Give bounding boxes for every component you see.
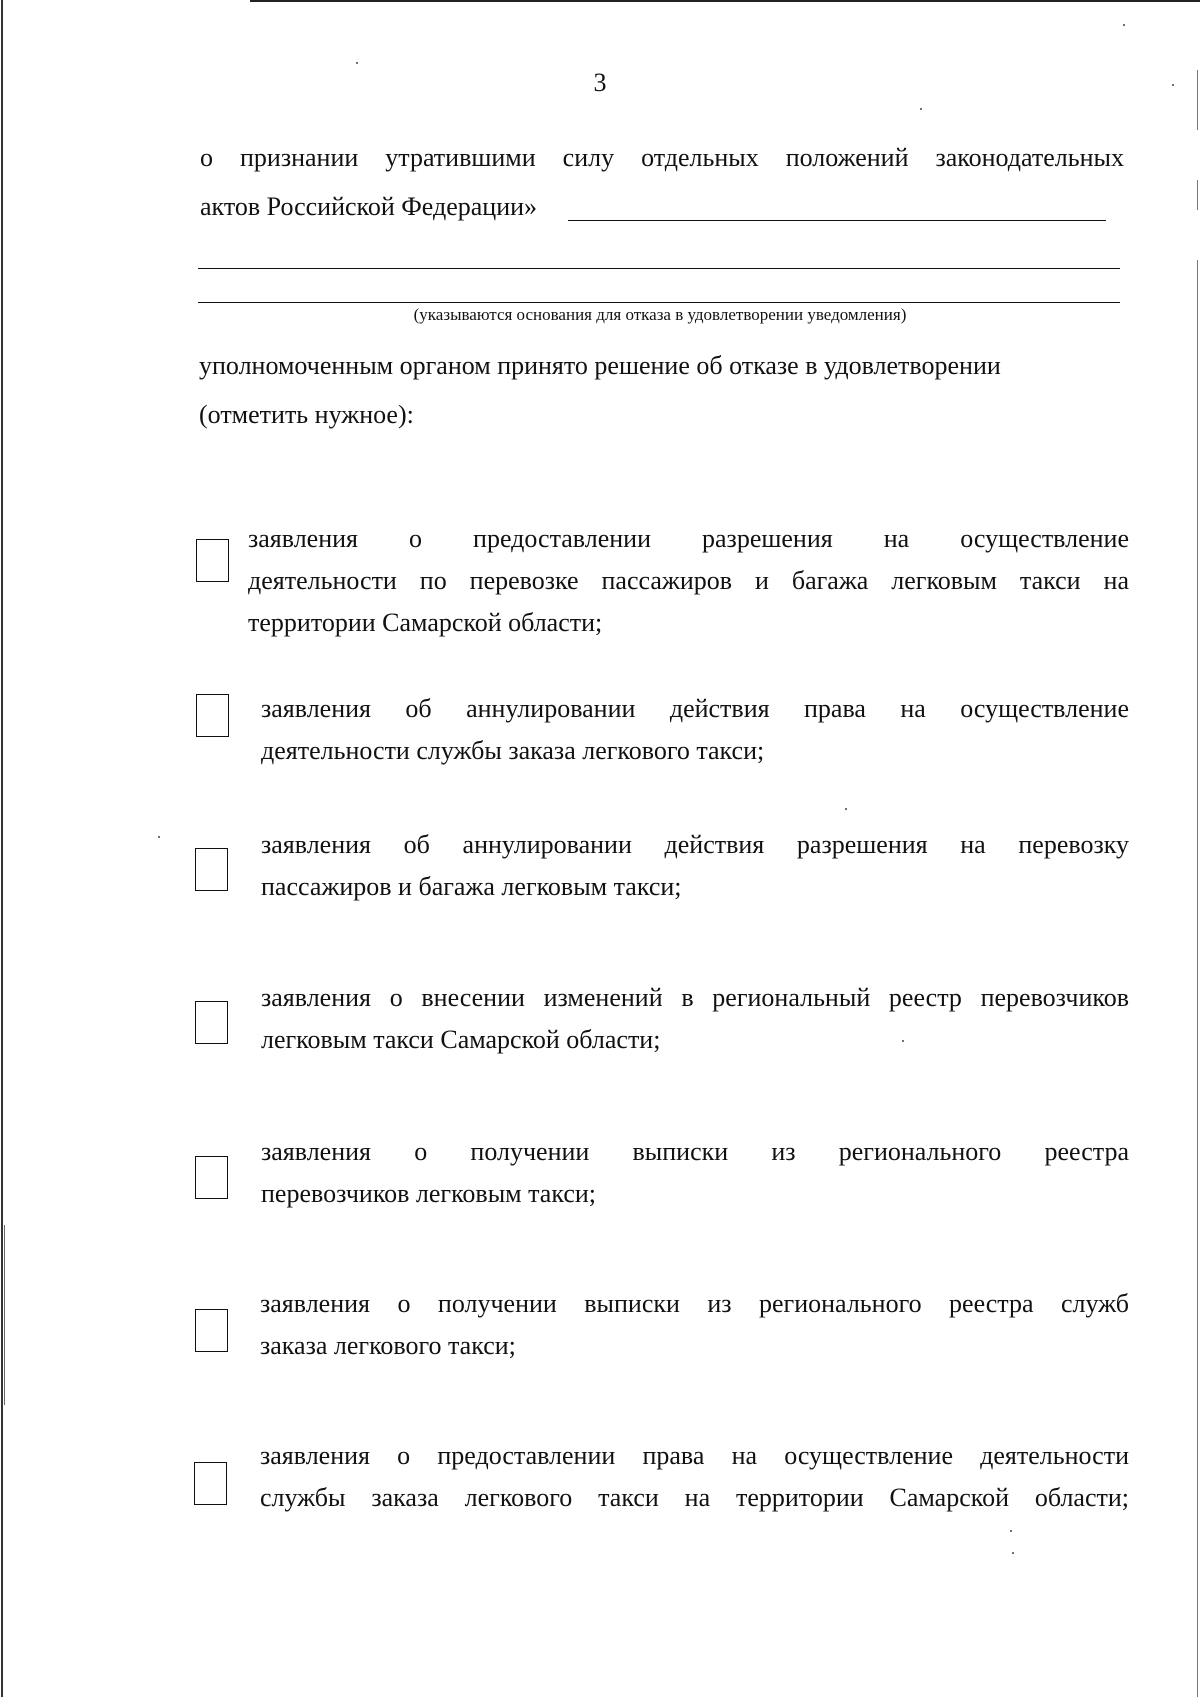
intro-line-2: актов Российской Федерации» (200, 192, 538, 221)
option-text-line: деятельности по перевозке пассажиров и багажа легковым такси на (248, 566, 1129, 595)
scan-speck (1012, 1552, 1014, 1554)
option-text-line: службы заказа легкового такси на территории Самарской области; (260, 1483, 1129, 1512)
option-text-line: заявления о предоставлении разрешения на осуществление (248, 524, 1129, 553)
option-text (260, 1283, 1129, 1367)
option-text-line: заявления об аннулировании действия права на осуществление (261, 694, 1129, 723)
scan-edge-right (1197, 70, 1198, 130)
scan-speck (1123, 24, 1125, 26)
option-text-line: заявления о предоставлении права на осуществление деятельности (260, 1441, 1129, 1470)
scan-edge-right (1197, 260, 1198, 1697)
option-text-line: территории Самарской области; (248, 608, 603, 637)
option-text (248, 518, 1129, 644)
option-text (260, 1435, 1129, 1519)
option-text (261, 824, 1129, 908)
scan-speck (845, 808, 847, 810)
option-checkbox[interactable] (196, 539, 229, 582)
field-caption: (указываются основания для отказа в удовлетворении уведомления) (413, 305, 907, 324)
option-text (261, 1131, 1129, 1215)
decision-line-2: (отметить нужное): (199, 400, 414, 429)
intro-line-1: о признании утратившими силу отдельных положений законодательных (200, 143, 1124, 172)
decision-line-1: уполномоченным органом принято решение об отказе в удовлетворении (199, 351, 1001, 380)
option-checkbox[interactable] (195, 1156, 228, 1199)
option-checkbox[interactable] (194, 1462, 227, 1505)
scan-speck (158, 836, 160, 838)
scan-speck (1010, 1530, 1012, 1532)
option-text (261, 977, 1129, 1061)
scan-edge-right (1197, 180, 1198, 210)
scan-edge-left-mark (4, 1225, 5, 1405)
option-checkbox[interactable] (195, 848, 228, 891)
option-text-line: заявления об аннулировании действия разрешения на перевозку (261, 830, 1129, 859)
option-checkbox[interactable] (195, 1309, 228, 1352)
option-text-line: заявления о получении выписки из регионального реестра (261, 1137, 1129, 1166)
option-text-line: деятельности службы заказа легкового такси; (261, 736, 765, 765)
option-text-line: заявления о получении выписки из регионального реестра служб (260, 1289, 1129, 1318)
fill-in-line (198, 268, 1120, 269)
scan-edge-left (1, 0, 3, 1697)
scan-edge-top (250, 0, 1200, 2)
option-text (261, 688, 1129, 772)
option-checkbox[interactable] (195, 1001, 228, 1044)
scan-speck (920, 108, 922, 110)
page-number: 3 (593, 68, 607, 97)
option-text-line: заявления о внесении изменений в региональный реестр перевозчиков (261, 983, 1129, 1012)
scan-speck (356, 62, 358, 64)
option-text-line: перевозчиков легковым такси; (261, 1179, 596, 1208)
option-text-line: пассажиров и багажа легковым такси; (261, 872, 682, 901)
fill-in-line (568, 220, 1106, 221)
fill-in-line (198, 302, 1120, 303)
option-text-line: легковым такси Самарской области; (261, 1025, 661, 1054)
scan-speck (902, 1040, 904, 1042)
scan-speck (1172, 84, 1174, 86)
option-checkbox[interactable] (196, 694, 229, 737)
option-text-line: заказа легкового такси; (260, 1331, 516, 1360)
